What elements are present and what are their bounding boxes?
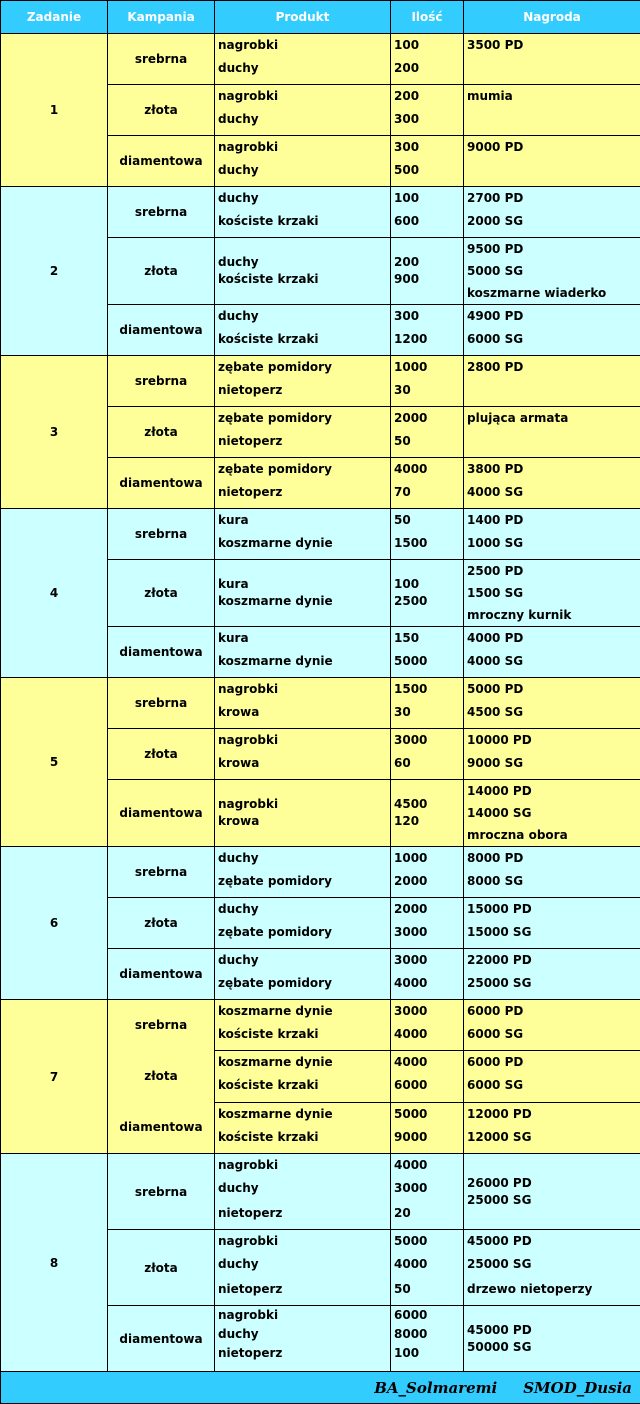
nagroda-line: 25000 SG bbox=[467, 1252, 637, 1277]
produkt-cell bbox=[215, 238, 391, 305]
nagroda-line: koszmarne wiaderko bbox=[467, 282, 637, 304]
produkt-line: koszmarne dynie bbox=[218, 1000, 387, 1022]
table-row bbox=[1, 509, 640, 560]
produkt-cell bbox=[215, 34, 391, 85]
ilosc-line: 4000 bbox=[394, 1252, 460, 1277]
kampania-label: złota bbox=[111, 1051, 211, 1102]
produkt-line: krowa bbox=[218, 751, 387, 776]
nagroda-line: 6000 PD bbox=[467, 1051, 637, 1073]
nagroda-cell bbox=[464, 729, 640, 780]
nagroda-cell bbox=[464, 238, 640, 305]
produkt-cell bbox=[215, 780, 391, 847]
produkt-line: zębate pomidory bbox=[218, 458, 387, 480]
produkt-cell bbox=[215, 847, 391, 898]
ilosc-cell bbox=[391, 509, 464, 560]
produkt-line: kościste krzaki bbox=[218, 1073, 387, 1098]
nagroda-line: 6000 SG bbox=[467, 327, 637, 352]
produkt-cell bbox=[215, 560, 391, 627]
ilosc-line: 50 bbox=[394, 1277, 460, 1302]
ilosc-cell bbox=[391, 1000, 464, 1051]
produkt-line: koszmarne dynie bbox=[218, 1103, 387, 1125]
kampania-cell: złota bbox=[108, 729, 215, 780]
nagroda-line: 1500 SG bbox=[467, 582, 637, 604]
ilosc-cell bbox=[391, 1154, 464, 1230]
zadanie-cell: 5 bbox=[1, 678, 108, 847]
nagroda-line: 4900 PD bbox=[467, 305, 637, 327]
kampania-cell: diamentowa bbox=[108, 627, 215, 678]
ilosc-line: 1200 bbox=[394, 327, 460, 352]
ilosc-cell bbox=[391, 560, 464, 627]
ilosc-line: 2000 bbox=[394, 898, 460, 920]
footer-author-2: SMOD_Dusia bbox=[523, 1379, 632, 1397]
ilosc-cell bbox=[391, 136, 464, 187]
nagroda-line: 6000 SG bbox=[467, 1022, 637, 1047]
produkt-cell bbox=[215, 1230, 391, 1306]
nagroda-cell bbox=[464, 560, 640, 627]
produkt-line: duchy bbox=[218, 187, 387, 209]
produkt-line: kura bbox=[218, 627, 387, 649]
ilosc-line: 200 bbox=[394, 56, 460, 81]
ilosc-line: 120 bbox=[394, 813, 460, 830]
nagroda-line: 2500 PD bbox=[467, 560, 637, 582]
ilosc-line: 9000 bbox=[394, 1125, 460, 1150]
produkt-line: kościste krzaki bbox=[218, 327, 387, 352]
kampania-cell: diamentowa bbox=[108, 780, 215, 847]
nagroda-line: 8000 SG bbox=[467, 869, 637, 894]
ilosc-line: 4000 bbox=[394, 1022, 460, 1047]
nagroda-line: 4500 SG bbox=[467, 700, 637, 725]
header-kampania: Kampania bbox=[108, 1, 215, 34]
ilosc-cell bbox=[391, 678, 464, 729]
ilosc-line: 300 bbox=[394, 107, 460, 132]
table-row bbox=[1, 187, 640, 238]
produkt-line: nagrobki bbox=[218, 1306, 387, 1325]
ilosc-line: 6000 bbox=[394, 1306, 460, 1325]
ilosc-line: 70 bbox=[394, 480, 460, 505]
nagroda-cell bbox=[464, 509, 640, 560]
ilosc-cell bbox=[391, 729, 464, 780]
nagroda-line: 12000 SG bbox=[467, 1125, 637, 1150]
nagroda-cell bbox=[464, 187, 640, 238]
ilosc-cell bbox=[391, 85, 464, 136]
ilosc-line: 100 bbox=[394, 576, 460, 593]
ilosc-cell bbox=[391, 780, 464, 847]
produkt-line: nagrobki bbox=[218, 34, 387, 56]
nagroda-cell bbox=[464, 678, 640, 729]
ilosc-line: 100 bbox=[394, 34, 460, 56]
nagroda-line: 14000 SG bbox=[467, 802, 637, 824]
nagroda-line: drzewo nietoperzy bbox=[467, 1277, 637, 1302]
produkt-line: nagrobki bbox=[218, 729, 387, 751]
produkt-line: duchy bbox=[218, 107, 387, 132]
ilosc-line: 100 bbox=[394, 1344, 460, 1363]
zadanie-cell: 6 bbox=[1, 847, 108, 1000]
ilosc-line: 600 bbox=[394, 209, 460, 234]
kampania-cell: diamentowa bbox=[108, 136, 215, 187]
kampania-cell: diamentowa bbox=[108, 305, 215, 356]
nagroda-line: 1000 SG bbox=[467, 531, 637, 556]
produkt-cell bbox=[215, 1306, 391, 1372]
ilosc-line: 1000 bbox=[394, 356, 460, 378]
ilosc-cell bbox=[391, 1306, 464, 1372]
nagroda-cell bbox=[464, 1306, 640, 1372]
ilosc-cell bbox=[391, 305, 464, 356]
ilosc-line: 300 bbox=[394, 136, 460, 158]
kampania-cell: złota bbox=[108, 560, 215, 627]
produkt-line: kura bbox=[218, 509, 387, 531]
kampania-cell: srebrna bbox=[108, 509, 215, 560]
ilosc-line: 4500 bbox=[394, 796, 460, 813]
ilosc-line: 5000 bbox=[394, 649, 460, 674]
produkt-cell bbox=[215, 1000, 391, 1051]
produkt-cell bbox=[215, 1154, 391, 1230]
nagroda-cell bbox=[464, 458, 640, 509]
nagroda-cell bbox=[464, 34, 640, 85]
nagroda-line: 22000 PD bbox=[467, 949, 637, 971]
produkt-line: zębate pomidory bbox=[218, 407, 387, 429]
produkt-line: duchy bbox=[218, 305, 387, 327]
produkt-line: zębate pomidory bbox=[218, 356, 387, 378]
produkt-line: duchy bbox=[218, 1325, 387, 1344]
produkt-line: nagrobki bbox=[218, 1230, 387, 1252]
nagroda-line: 10000 PD bbox=[467, 729, 637, 751]
ilosc-line: 2000 bbox=[394, 407, 460, 429]
produkt-line: kościste krzaki bbox=[218, 271, 387, 288]
ilosc-cell bbox=[391, 458, 464, 509]
ilosc-cell bbox=[391, 1102, 464, 1153]
ilosc-line: 200 bbox=[394, 254, 460, 271]
kampania-cell bbox=[108, 1000, 215, 1154]
zadanie-cell: 2 bbox=[1, 187, 108, 356]
produkt-cell bbox=[215, 356, 391, 407]
produkt-cell bbox=[215, 949, 391, 1000]
footer-author-1: BA_Solmaremi bbox=[374, 1379, 497, 1397]
ilosc-cell bbox=[391, 187, 464, 238]
produkt-line: koszmarne dynie bbox=[218, 1051, 387, 1073]
header-ilosc: Ilość bbox=[391, 1, 464, 34]
nagroda-line: 4000 SG bbox=[467, 649, 637, 674]
nagroda-line: 2700 PD bbox=[467, 187, 637, 209]
ilosc-line: 1500 bbox=[394, 531, 460, 556]
produkt-line: nagrobki bbox=[218, 678, 387, 700]
ilosc-cell bbox=[391, 1230, 464, 1306]
nagroda-line: 9500 PD bbox=[467, 238, 637, 260]
table-row bbox=[1, 847, 640, 898]
produkt-line: duchy bbox=[218, 898, 387, 920]
produkt-cell bbox=[215, 1102, 391, 1153]
produkt-line: duchy bbox=[218, 1176, 387, 1201]
ilosc-cell bbox=[391, 898, 464, 949]
table-row bbox=[1, 1154, 640, 1230]
kampania-cell: srebrna bbox=[108, 356, 215, 407]
produkt-cell bbox=[215, 1051, 391, 1102]
produkt-line: duchy bbox=[218, 949, 387, 971]
ilosc-cell bbox=[391, 356, 464, 407]
ilosc-line: 3000 bbox=[394, 1000, 460, 1022]
produkt-line: kościste krzaki bbox=[218, 1125, 387, 1150]
header-row bbox=[1, 1, 640, 34]
nagroda-line: 4000 SG bbox=[467, 480, 637, 505]
produkt-line: nietoperz bbox=[218, 1277, 387, 1302]
kampania-cell: srebrna bbox=[108, 34, 215, 85]
nagroda-line: 9000 PD bbox=[467, 136, 637, 158]
kampania-cell: srebrna bbox=[108, 1154, 215, 1230]
produkt-line: kościste krzaki bbox=[218, 209, 387, 234]
produkt-cell bbox=[215, 136, 391, 187]
nagroda-line: 6000 SG bbox=[467, 1073, 637, 1098]
produkt-cell bbox=[215, 85, 391, 136]
ilosc-cell bbox=[391, 34, 464, 85]
zadanie-cell: 1 bbox=[1, 34, 108, 187]
nagroda-cell bbox=[464, 85, 640, 136]
ilosc-line: 50 bbox=[394, 429, 460, 454]
kampania-cell: złota bbox=[108, 85, 215, 136]
nagroda-line: 25000 SG bbox=[467, 1192, 637, 1209]
ilosc-line: 3000 bbox=[394, 1176, 460, 1201]
produkt-cell bbox=[215, 729, 391, 780]
nagroda-line: 6000 PD bbox=[467, 1000, 637, 1022]
ilosc-line: 1500 bbox=[394, 678, 460, 700]
nagroda-cell bbox=[464, 898, 640, 949]
nagroda-line: 15000 PD bbox=[467, 898, 637, 920]
nagroda-cell bbox=[464, 356, 640, 407]
produkt-line: nagrobki bbox=[218, 796, 387, 813]
ilosc-cell bbox=[391, 949, 464, 1000]
nagroda-line: 5000 PD bbox=[467, 678, 637, 700]
produkt-line: nietoperz bbox=[218, 1201, 387, 1226]
nagroda-line: 2800 PD bbox=[467, 356, 637, 378]
kampania-label: srebrna bbox=[111, 1000, 211, 1051]
produkt-line: kościste krzaki bbox=[218, 1022, 387, 1047]
produkt-line: duchy bbox=[218, 158, 387, 183]
produkt-line: nagrobki bbox=[218, 85, 387, 107]
ilosc-line: 60 bbox=[394, 751, 460, 776]
produkt-line: zębate pomidory bbox=[218, 869, 387, 894]
nagroda-line: 15000 SG bbox=[467, 920, 637, 945]
nagroda-line: 2000 SG bbox=[467, 209, 637, 234]
header-produkt: Produkt bbox=[215, 1, 391, 34]
produkt-line: nagrobki bbox=[218, 1154, 387, 1176]
produkt-cell bbox=[215, 187, 391, 238]
nagroda-cell bbox=[464, 780, 640, 847]
nagroda-line: 9000 SG bbox=[467, 751, 637, 776]
kampania-cell: złota bbox=[108, 238, 215, 305]
ilosc-line: 2000 bbox=[394, 869, 460, 894]
produkt-line: duchy bbox=[218, 56, 387, 81]
nagroda-line: 26000 PD bbox=[467, 1175, 637, 1192]
ilosc-line: 50 bbox=[394, 509, 460, 531]
nagroda-line: 45000 PD bbox=[467, 1322, 637, 1339]
table-row bbox=[1, 1000, 640, 1051]
nagroda-cell bbox=[464, 949, 640, 1000]
ilosc-line: 4000 bbox=[394, 1154, 460, 1176]
ilosc-line: 1000 bbox=[394, 847, 460, 869]
ilosc-line: 5000 bbox=[394, 1230, 460, 1252]
nagroda-line: 8000 PD bbox=[467, 847, 637, 869]
produkt-line: koszmarne dynie bbox=[218, 593, 387, 610]
kampania-cell: diamentowa bbox=[108, 1306, 215, 1372]
ilosc-line: 900 bbox=[394, 271, 460, 288]
nagroda-cell bbox=[464, 136, 640, 187]
nagroda-line: mumia bbox=[467, 85, 637, 107]
nagroda-cell bbox=[464, 847, 640, 898]
produkt-line: koszmarne dynie bbox=[218, 649, 387, 674]
ilosc-line: 200 bbox=[394, 85, 460, 107]
produkt-line: duchy bbox=[218, 254, 387, 271]
ilosc-line: 4000 bbox=[394, 971, 460, 996]
nagroda-line: 25000 SG bbox=[467, 971, 637, 996]
nagroda-line: 1400 PD bbox=[467, 509, 637, 531]
ilosc-line: 20 bbox=[394, 1201, 460, 1226]
produkt-line: nietoperz bbox=[218, 429, 387, 454]
ilosc-cell bbox=[391, 407, 464, 458]
ilosc-line: 100 bbox=[394, 187, 460, 209]
table-row bbox=[1, 678, 640, 729]
produkt-cell bbox=[215, 678, 391, 729]
produkt-cell bbox=[215, 407, 391, 458]
produkt-line: nietoperz bbox=[218, 1344, 387, 1363]
ilosc-line: 3000 bbox=[394, 949, 460, 971]
kampania-cell: diamentowa bbox=[108, 949, 215, 1000]
nagroda-cell bbox=[464, 1230, 640, 1306]
zadanie-cell: 8 bbox=[1, 1154, 108, 1372]
zadanie-cell: 3 bbox=[1, 356, 108, 509]
nagroda-cell bbox=[464, 407, 640, 458]
ilosc-line: 5000 bbox=[394, 1103, 460, 1125]
ilosc-line: 6000 bbox=[394, 1073, 460, 1098]
ilosc-cell bbox=[391, 1051, 464, 1102]
header-zadanie: Zadanie bbox=[1, 1, 108, 34]
produkt-line: duchy bbox=[218, 847, 387, 869]
produkt-cell bbox=[215, 898, 391, 949]
nagroda-line: 14000 PD bbox=[467, 780, 637, 802]
nagroda-line: 3500 PD bbox=[467, 34, 637, 56]
nagroda-line: 50000 SG bbox=[467, 1339, 637, 1356]
kampania-cell: srebrna bbox=[108, 187, 215, 238]
produkt-line: zębate pomidory bbox=[218, 920, 387, 945]
ilosc-cell bbox=[391, 238, 464, 305]
produkt-line: duchy bbox=[218, 1252, 387, 1277]
nagroda-cell bbox=[464, 1102, 640, 1153]
produkt-line: zębate pomidory bbox=[218, 971, 387, 996]
ilosc-cell bbox=[391, 627, 464, 678]
kampania-cell: diamentowa bbox=[108, 458, 215, 509]
zadanie-cell: 4 bbox=[1, 509, 108, 678]
ilosc-line: 4000 bbox=[394, 458, 460, 480]
kampania-cell: srebrna bbox=[108, 847, 215, 898]
nagroda-cell bbox=[464, 627, 640, 678]
ilosc-line: 30 bbox=[394, 378, 460, 403]
nagroda-line: 3800 PD bbox=[467, 458, 637, 480]
nagroda-cell bbox=[464, 1000, 640, 1051]
produkt-line: kura bbox=[218, 576, 387, 593]
produkt-line: koszmarne dynie bbox=[218, 531, 387, 556]
nagroda-line: plująca armata bbox=[467, 407, 637, 429]
produkt-line: krowa bbox=[218, 700, 387, 725]
ilosc-line: 2500 bbox=[394, 593, 460, 610]
nagroda-line: 5000 SG bbox=[467, 260, 637, 282]
nagroda-cell bbox=[464, 1051, 640, 1102]
ilosc-cell bbox=[391, 847, 464, 898]
produkt-cell bbox=[215, 627, 391, 678]
ilosc-line: 3000 bbox=[394, 729, 460, 751]
produkt-cell bbox=[215, 305, 391, 356]
produkt-cell bbox=[215, 509, 391, 560]
nagroda-line: 45000 PD bbox=[467, 1230, 637, 1252]
produkt-line: nagrobki bbox=[218, 136, 387, 158]
kampania-cell: złota bbox=[108, 898, 215, 949]
nagroda-line: mroczny kurnik bbox=[467, 604, 637, 626]
ilosc-line: 300 bbox=[394, 305, 460, 327]
produkt-line: nietoperz bbox=[218, 480, 387, 505]
nagroda-cell bbox=[464, 305, 640, 356]
ilosc-line: 3000 bbox=[394, 920, 460, 945]
zadanie-cell: 7 bbox=[1, 1000, 108, 1154]
produkt-line: krowa bbox=[218, 813, 387, 830]
ilosc-line: 4000 bbox=[394, 1051, 460, 1073]
nagroda-line: mroczna obora bbox=[467, 824, 637, 846]
header-nagroda: Nagroda bbox=[464, 1, 640, 34]
ilosc-line: 150 bbox=[394, 627, 460, 649]
produkt-line: nietoperz bbox=[218, 378, 387, 403]
table-row bbox=[1, 356, 640, 407]
table-body bbox=[1, 34, 640, 1372]
ilosc-line: 500 bbox=[394, 158, 460, 183]
kampania-cell: srebrna bbox=[108, 678, 215, 729]
kampania-label: diamentowa bbox=[111, 1102, 211, 1153]
nagroda-line: 4000 PD bbox=[467, 627, 637, 649]
table-row bbox=[1, 34, 640, 85]
ilosc-line: 30 bbox=[394, 700, 460, 725]
kampania-cell: złota bbox=[108, 407, 215, 458]
ilosc-line: 8000 bbox=[394, 1325, 460, 1344]
nagroda-line: 12000 PD bbox=[467, 1103, 637, 1125]
kampania-cell: złota bbox=[108, 1230, 215, 1306]
produkt-cell bbox=[215, 458, 391, 509]
nagroda-cell bbox=[464, 1154, 640, 1230]
